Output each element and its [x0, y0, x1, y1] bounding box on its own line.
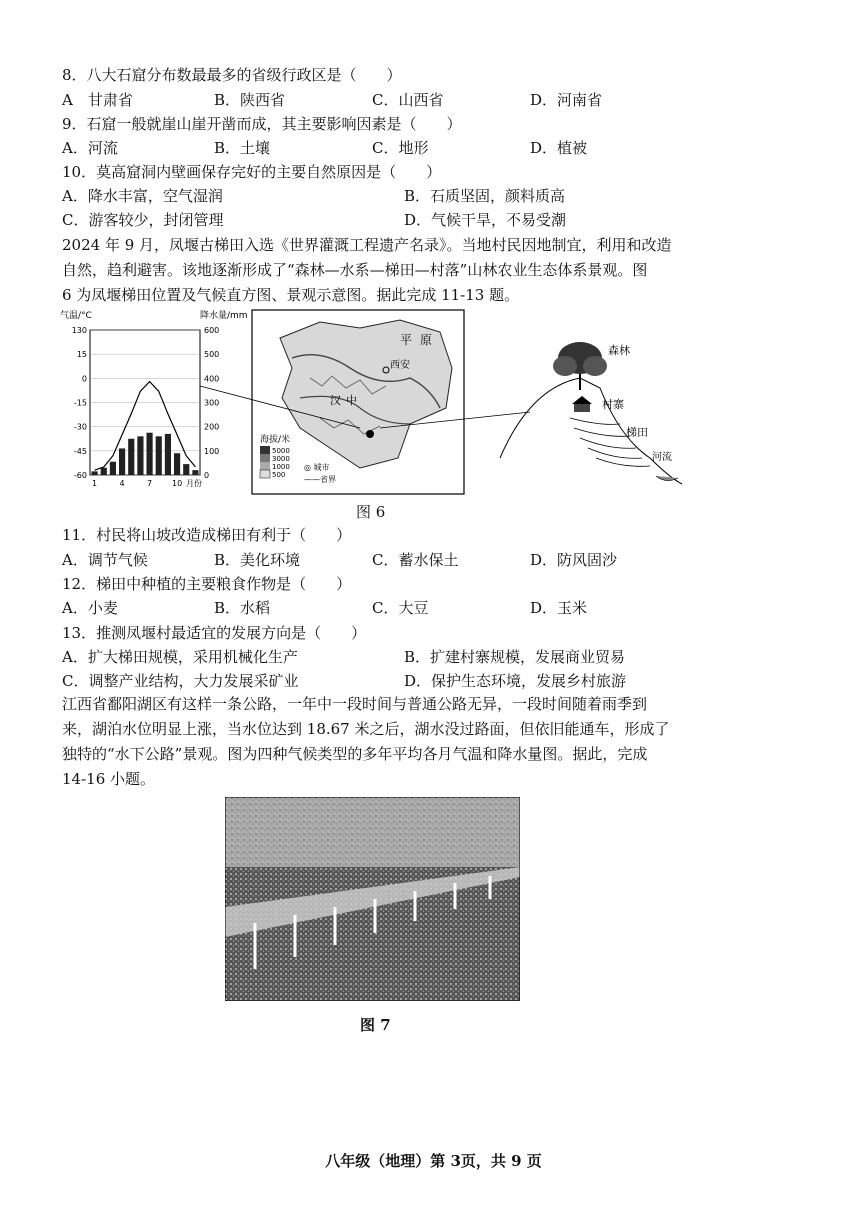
legend-value: 5000	[272, 447, 290, 455]
temp-tick-label: 15	[76, 350, 87, 360]
q13-option-c: C．调整产业结构，大力发展采矿业	[62, 672, 299, 690]
figure-6-caption: 图 6	[356, 503, 386, 521]
fengyan-location-marker	[366, 430, 374, 438]
q10-option-d: D．气候干旱，不易受潮	[404, 211, 567, 229]
temp-tick-label: -15	[73, 398, 87, 408]
legend-title: 海拔/米	[260, 435, 291, 445]
q9-option-c: C．地形	[372, 139, 429, 157]
precip-bar	[119, 448, 125, 475]
precip-bar	[192, 470, 198, 475]
precip-tick-label: 0	[204, 471, 210, 480]
q11-option-c: C．蓄水保土	[372, 551, 459, 569]
village-icon	[572, 396, 592, 412]
question-10-stem: 10．莫高窟洞内壁画保存完好的主要自然原因是（ ）	[62, 163, 442, 181]
passage-line: 14-16 小题。	[62, 770, 156, 788]
month-tick-label: 10	[171, 479, 183, 488]
q13-option-d: D．保护生态环境，发展乡村旅游	[404, 672, 627, 690]
label-terrace: 梯田	[626, 426, 648, 439]
figure-7-photo	[225, 797, 520, 1001]
map-label-zhong: 中	[346, 394, 357, 407]
forest-icon	[553, 342, 607, 390]
precip-bar	[92, 471, 98, 475]
label-forest: 森林	[608, 344, 630, 357]
precip-bar	[156, 436, 162, 475]
passage-poyang	[62, 692, 792, 792]
precip-tick-label: 400	[204, 374, 220, 384]
month-ticks	[92, 478, 202, 488]
passage-line: 独特的“水下公路”景观。图为四种气候类型的多年平均各月气温和降水量图。据此，完成	[62, 745, 648, 763]
q13-option-a: A．扩大梯田规模，采用机械化生产	[62, 648, 298, 666]
passage-line: 自然，趋利避害。该地逐渐形成了“森林—水系—梯田—村落”山林农业生态体系景观。图	[62, 261, 648, 279]
month-tick-label: 7	[147, 479, 153, 488]
month-tick-label: 月份	[186, 479, 202, 488]
question-12-stem: 12．梯田中种植的主要粮食作物是（ ）	[62, 575, 352, 593]
label-village: 村寨	[602, 398, 624, 411]
passage-fengyan	[62, 233, 792, 308]
figure-6	[60, 308, 700, 500]
q11-option-b: B．美化环境	[214, 551, 301, 569]
precip-tick-label: 500	[204, 350, 220, 360]
q13-option-b: B．扩建村寨规模，发展商业贸易	[404, 648, 626, 666]
precip-axis-label: 降水量/mm	[200, 311, 248, 321]
precip-tick-label: 300	[204, 398, 220, 408]
map-label-ping: 平	[400, 333, 413, 347]
precip-bar	[101, 468, 107, 475]
precip-bar	[128, 439, 134, 475]
map-label-yuan: 原	[420, 333, 433, 347]
q12-option-b: B．水稻	[214, 599, 271, 617]
question-13-stem: 13．推测凤堰村最适宜的发展方向是（ ）	[62, 624, 367, 642]
precip-bar	[183, 464, 189, 475]
legend-value: 1000	[272, 463, 290, 471]
figure-7-caption: 图 7	[360, 1016, 391, 1034]
legend-value: 3000	[272, 455, 290, 463]
precip-bar	[174, 453, 180, 475]
map-label-han: 汉	[330, 394, 341, 407]
q10-option-a: A．降水丰富，空气湿润	[62, 187, 223, 205]
question-9-stem: 9．石窟一般就崖山崖开凿而成，其主要影响因素是（ ）	[62, 115, 462, 133]
climate-chart	[60, 309, 248, 488]
temp-tick-label: -60	[73, 471, 87, 480]
passage-line: 2024 年 9 月，凤堰古梯田入选《世界灌溉工程遗产名录》。当地村民因地制宜，利用和改造	[62, 236, 672, 254]
legend-border: ——省界	[304, 475, 336, 484]
page-footer: 八年级（地理）第 3页，共 9 页	[325, 1152, 542, 1170]
q12-option-a: A．小麦	[62, 599, 118, 617]
label-river: 河流	[652, 452, 672, 463]
precip-bars	[92, 433, 199, 475]
month-tick-label: 1	[92, 479, 98, 488]
precip-bar	[137, 436, 143, 475]
q11-option-d: D．防风固沙	[530, 551, 618, 569]
q9-option-d: D．植被	[530, 139, 588, 157]
location-map	[252, 310, 464, 494]
q12-option-d: D．玉米	[530, 599, 588, 617]
q11-option-a: A．调节气候	[62, 551, 148, 569]
month-tick-label: 4	[119, 479, 125, 488]
q10-option-b: B．石质坚固，颜料质高	[404, 187, 566, 205]
question-8-stem: 8．八大石窟分布数最最多的省级行政区是（ ）	[62, 66, 402, 84]
q9-option-b: B．土壤	[214, 139, 271, 157]
temp-tick-label: 0	[81, 374, 87, 384]
precip-bar	[165, 434, 171, 475]
q9-option-a: A．河流	[62, 139, 118, 157]
temp-tick-label: -45	[73, 446, 87, 456]
precip-tick-label: 100	[204, 446, 220, 456]
q8-option-c: C．山西省	[372, 91, 444, 109]
passage-line: 江西省鄱阳湖区有这样一条公路，一年中一段时间与普通公路无异，一段时间随着雨季到	[62, 695, 648, 713]
q12-option-c: C．大豆	[372, 599, 429, 617]
q8-option-a: A 甘肃省	[62, 91, 133, 109]
q10-option-c: C．游客较少，封闭管理	[62, 211, 224, 229]
legend-city: ◎ 城市	[304, 463, 330, 472]
precip-bar	[147, 433, 153, 475]
precip-ticks	[204, 326, 219, 480]
q8-option-b: B．陕西省	[214, 91, 286, 109]
precip-bar	[110, 462, 116, 475]
q8-option-d: D．河南省	[530, 91, 603, 109]
question-11-stem: 11．村民将山坡改造成梯田有利于（ ）	[62, 526, 352, 544]
precip-tick-label: 600	[204, 326, 220, 335]
map-label-xian: 西安	[390, 360, 410, 371]
passage-line: 6 为凤堰梯田位置及气候直方图、景观示意图。据此完成 11-13 题。	[62, 286, 520, 304]
temp-tick-label: 130	[71, 326, 87, 335]
landscape-diagram	[500, 342, 682, 484]
temp-tick-label: -30	[73, 422, 87, 432]
passage-line: 来，湖泊水位明显上涨，当水位达到 18.67 米之后，湖水没过路面，但依旧能通车，形成了	[62, 720, 670, 738]
precip-tick-label: 200	[204, 422, 220, 432]
legend-value: 500	[272, 471, 286, 479]
temp-axis-label: 气温/°C	[60, 311, 92, 321]
temp-curve	[95, 382, 196, 471]
